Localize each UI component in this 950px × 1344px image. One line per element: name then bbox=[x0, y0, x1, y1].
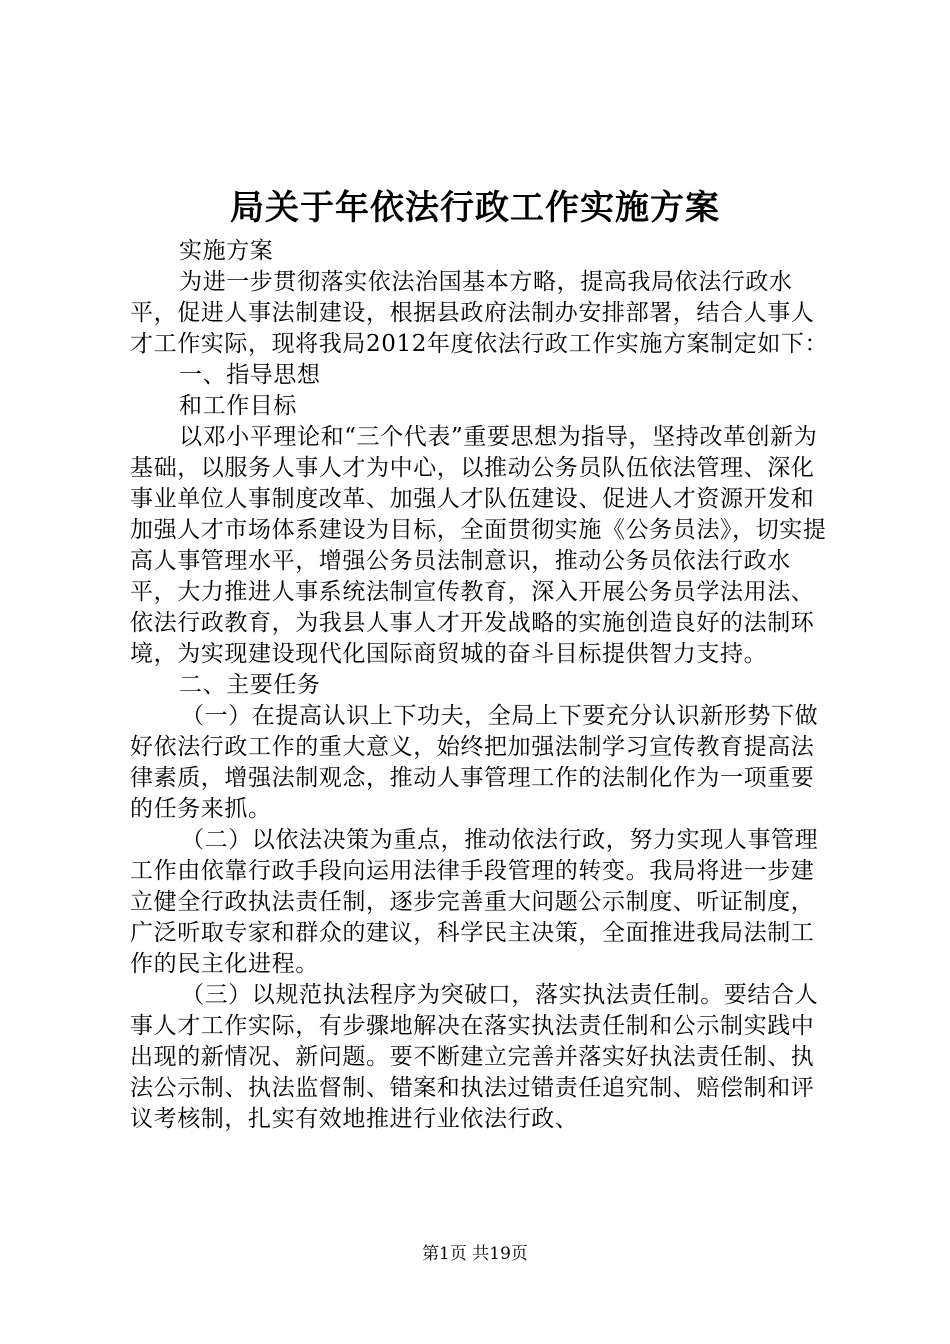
section-heading-guiding-ideology: 一、指导思想 bbox=[179, 362, 321, 388]
paragraph-task-3: （三）以规范执法程序为突破口，落实执法责任制。要结合人事人才工作实际，有步骤地解决在落实执法责任制和公示制实践中出现的新情况、新问题。要不断建立完善并落实好执法责任制、执法公示制、执法监督制、错案和执法过错责任追究制、赔偿制和评议考核制，扎实有效地推进行业依法行政、 bbox=[130, 982, 819, 1132]
section-heading-main-tasks: 二、主要任务 bbox=[179, 672, 321, 698]
paragraph-task-1: （一）在提高认识上下功夫，全局上下要充分认识新形势下做好依法行政工作的重大意义，始终把加强法制学习宣传教育提高法律素质，增强法制观念，推动人事管理工作的法制化作为一项重要的任务来抓。 bbox=[130, 703, 819, 822]
document-body bbox=[130, 236, 830, 1135]
paragraph-guiding-ideology: 以邓小平理论和“三个代表”重要思想为指导，坚持改革创新为基础，以服务人事人才为中心，以推动公务员队伍依法管理、深化事业单位人事制度改革、加强人才队伍建设、促进人才资源开发和加强人才市场体系建设为目标，全面贯彻实施《公务员法》，切实提高人事管理水平，增强公务员法制意识，推动公务员依法行政水平，大力推进人事系统法制宣传教育，深入开展公务员学法用法、依法行政教育，为我县人事人才开发战略的实施创造良好的法制环境，为实现建设现代化国际商贸城的奋斗目标提供智力支持。 bbox=[130, 424, 827, 667]
paragraph-subtitle: 实施方案 bbox=[179, 238, 274, 264]
section-heading-work-goals: 和工作目标 bbox=[179, 393, 297, 419]
document-title: 局关于年依法行政工作实施方案 bbox=[230, 188, 720, 228]
paragraph-task-2: （二）以依法决策为重点，推动依法行政，努力实现人事管理工作由依靠行政手段向运用法律手段管理的转变。我局将进一步建立健全行政执法责任制，逐步完善重大问题公示制度、听证制度，广泛听取专家和群众的建议，科学民主决策，全面推进我局法制工作的民主化进程。 bbox=[130, 827, 819, 977]
paragraph-intro: 为进一步贯彻落实依法治国基本方略，提高我局依法行政水平，促进人事法制建设，根据县政府法制办安排部署，结合人事人才工作实际，现将我局2012年度依法行政工作实施方案制定如下： bbox=[130, 269, 829, 357]
page-number-footer: 第1页 共19页 bbox=[422, 1244, 528, 1264]
